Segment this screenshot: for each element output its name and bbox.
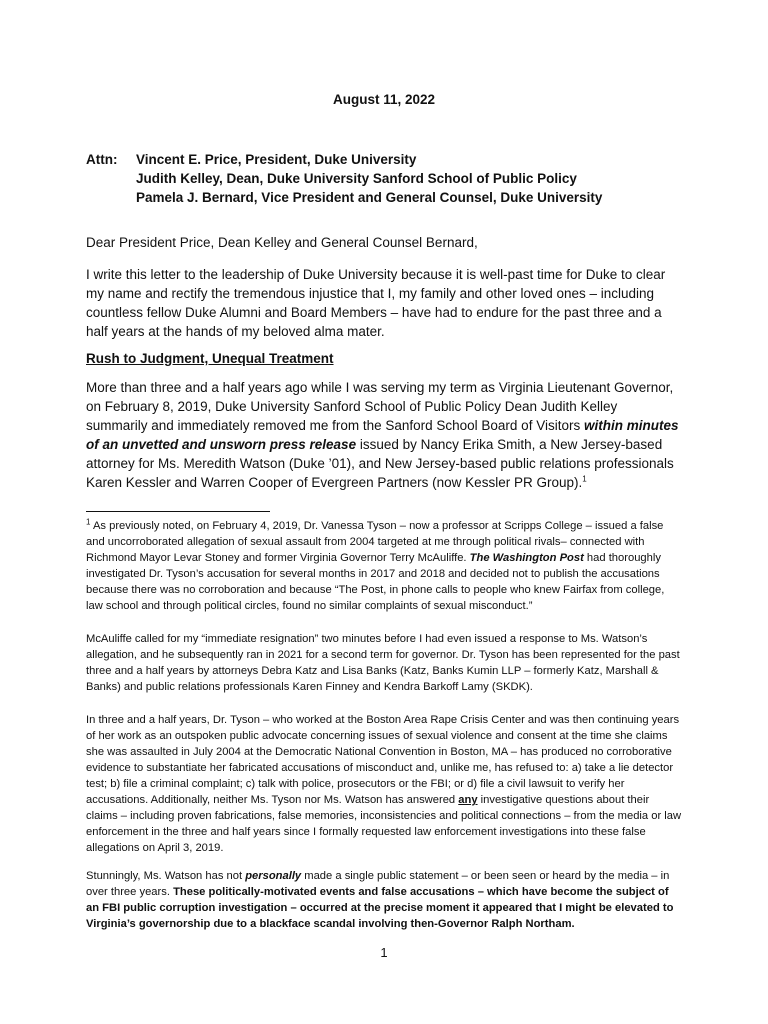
paragraph-rush-to-judgment: More than three and a half years ago while I was serving my term as Virginia Lieutenant Governor, on February 8, 2019, Duke University Sanford School of Public Policy Dean Judith Kelley summarily and immediately removed me from the Sanford School Board of Visitors within minutes of an unvetted and unsworn press release issued by Nancy Erika Smith, a New Jersey-based attorney for Ms. Meredith Watson (Duke ’01), and New Jersey-based public relations professionals Karen Kessler and Warren Cooper of Evergreen Partners (now Kessler PR Group).$^1$: [86, 380, 679, 490]
section-heading: Rush to Judgment, Unequal Treatment: [86, 351, 334, 366]
footnote-divider: [86, 511, 270, 512]
attention-block: [86, 150, 602, 207]
footnote-ref-1: 1: [582, 474, 587, 484]
emphasis-press-release: within minutes of an unvetted and unsworn press release: [86, 418, 679, 452]
attn-recipient-3: Pamela J. Bernard, Vice President and General Counsel, Duke University: [136, 190, 603, 205]
paragraph-intro: I write this letter to the leadership of Duke University because it is well-past time for Duke to clear my name and rectify the tremendous injustice that I, my family and other loved ones – including countless fellow Duke Alumni and Board Members – have had to endure for the past three and a half years at the hands of my beloved alma mater.: [86, 267, 666, 339]
attn-label: Attn:: [86, 152, 118, 167]
footnote-paragraph-2: McAuliffe called for my “immediate resignation” two minutes before I had even issued a response to Ms. Watson’s allegation, and he subsequently ran in 2021 for a second term for governor. Dr. Tyson has been represented for the past three and a half years by attorneys Debra Katz and Lisa Banks (Katz, Banks Kumin LLP – formerly Katz, Marshall & Banks) and public relations professionals Karen Finney and Kendra Barkoff Lamy (SKDK).: [86, 633, 680, 693]
salutation: Dear President Price, Dean Kelley and General Counsel Bernard,: [86, 235, 478, 250]
emphasis-personally: personally: [245, 870, 302, 882]
footnote-1: $^1$ As previously noted, on February 4, 2019, Dr. Vanessa Tyson – now a professor at Scripps College – issued a false and uncorroborated allegation of sexual assault from 2004 targeted at me through political rivals– connected with Richmond Mayor Levar Stoney and former Virginia Governor Terry McAuliffe. The Washington Post had thoroughly investigated Dr. Tyson’s accusation for several months in 2017 and 2018 and decided not to publish the accusations because there was no corroboration and because “The Post, in phone calls to people who knew Fairfax from college, law school and through political circles, found no similar complaints of sexual misconduct.”: [86, 517, 665, 612]
attn-recipient-2: Judith Kelley, Dean, Duke University Sanford School of Public Policy: [136, 171, 577, 186]
letter-date: August 11, 2022: [332, 92, 436, 107]
footnote-paragraph-4: Stunningly, Ms. Watson has not personally made a single public statement – or been seen or heard by the media – in over three years. These politically-motivated events and false accusations – which have become the subject of an FBI public corruption investigation – occurred at the precise moment it appeared that I might be elevated to Virginia’s governorship due to a blackface scandal involving then-Governor Ralph Northam.: [86, 870, 674, 930]
emphasis-washington-post: The Washington Post: [469, 552, 584, 564]
bold-statement: These politically-motivated events and false accusations – which have become the subject of an FBI public corruption investigation – occurred at the precise moment it appeared that I might be elevated to Virginia’s governorship due to a blackface scandal involving then-Governor Ralph Northam.: [86, 886, 674, 930]
emphasis-any: any: [458, 794, 478, 806]
attn-recipient-1: Vincent E. Price, President, Duke University: [136, 152, 417, 167]
footnote-paragraph-3: In three and a half years, Dr. Tyson – who worked at the Boston Area Rape Crisis Center and was then continuing years of her work as an outspoken public advocate concerning issues of sexual violence and consent at the time she claims she was assaulted in July 2004 at the Democratic National Convention in Boston, MA – has produced no corroborative evidence to substantiate her fabricated accusations of misconduct and, unlike me, has refused to: a) take a lie detector test; b) file a criminal complaint; c) talk with police, prosecutors or the FBI; or d) file a civil lawsuit to verify her accusations. Additionally, neither Ms. Tyson nor Ms. Watson has answered any investigative questions about their claims – including proven fabrications, false memories, inconsistencies and political connections – from the media or law enforcement in the three and half years since I formally requested law enforcement investigations into these false allegations on April 3, 2019.: [86, 714, 682, 854]
page-number: 1: [380, 945, 388, 960]
